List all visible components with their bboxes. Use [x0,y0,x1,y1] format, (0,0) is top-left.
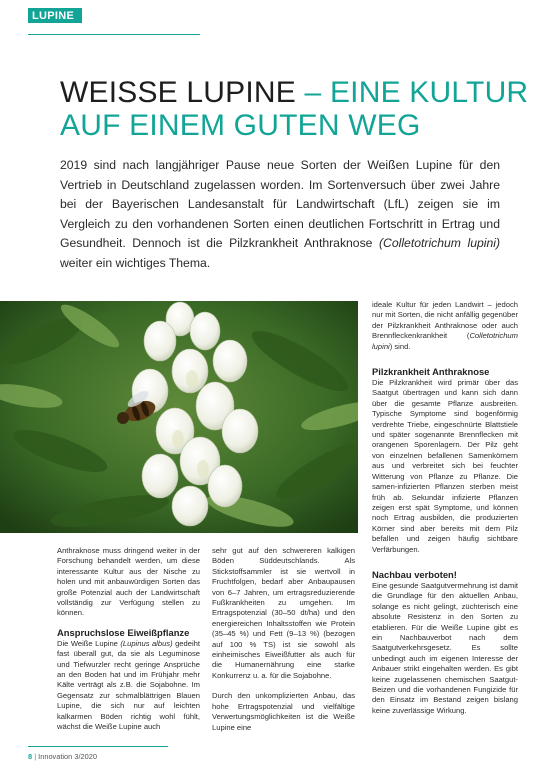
col1-paragraph-2 [57,639,200,733]
lead-italic: (Colletotrichum lupini) [379,236,500,250]
footer-separator: | [34,752,37,761]
title-sub: – EINE KULTUR AUF EINEM GUTEN WEG [60,76,529,142]
col3-paragraph-3: Eine gesunde Saatgutvermehrung ist damit die Grundlage für den aktuellen Anbau, solange es nicht gelingt, züchterisch eine absolute Resistenz in den Sorten zu etablieren. Für die Weiße Lupine gibt es ein Nachbauverbot nach dem Saatgutverkehrsgesetz. Es sollte unbedingt auch im eigenen Interesse der Anbauer strikt eingehalten werden. Es gibt keine zugelassenen chemischen Saatgut-Beizen und die vorhandenen Fungizide für den Einsatz im Bestand zeigen bislang keine zuverlässige Wirkung. [372,580,518,715]
lead-paragraph [60,156,500,273]
col1-p2-rest: gedeiht fast überall gut, da sie als Leguminose und Tiefwurzler recht geringe Ansprüche an den Boden hat und im Frühjahr mehr Kälte verträgt als z.B. die Sojabohne. Im Gegensatz zur schmalblättrigen Blauen Lupine, die sich nur auf leichten kalkarmen Böden richtig wohl fühlt, wächst die Weiße Lupine auch [57,638,200,732]
col3-p1-italic: Colletotrichum lupini [372,331,518,351]
body-column-2 [212,546,355,733]
article-title [60,76,530,142]
heading-eiweisspflanze: Anspruchslose Eiweißpflanze [57,626,190,638]
section-label: LUPINE [28,8,82,23]
col3-p1-start: ideale Kultur für jeden Landwirt – jedoch nur mit Sorten, die nicht anfällig gegenüber der Pilzkrankheit Anthraknose oder auch Brennfleckenkrankheit ( [372,300,518,341]
body-column-1 [57,546,200,733]
col3-paragraph-1 [372,300,518,352]
lead-text: 2019 sind nach langjähriger Pause neue Sorten der Weißen Lupine für den Vertrieb in Deutschland zugelassen worden. Im Sortenversuch über zwei Jahre bei der Bayerischen Landesanstalt für Landwirtschaft (LfL) zeigen sie im Vergleich zu den vorhandenen Sorten einen deutlichen Fortschritt in Ertrag und Gesundheit. Dennoch ist die Pilzkrankheit Anthraknose [60,158,500,250]
title-main: WEISSE LUPINE [60,76,296,109]
publication-name: Innovation 3/2020 [38,752,97,761]
footer-divider [28,746,168,747]
heading-anthraknose: Pilzkrankheit Anthraknose [372,366,490,378]
body-column-3 [372,300,518,716]
col3-paragraph-2: Die Pilzkrankheit wird primär über das Saatgut übertragen und kann sich dann über die gesamte Pflanze ausbreiten. Typische Symptome sind bogenförmig verdrehte Triebe, eingeschnürte Blattstiele und später sogenannte Brennflecken mit orangenen Sporenlagern. Der Pilz geht von einzelnen befallenen Samenkörnern aus und verbreitet sich bei feuchter Witterung von Pflanze zu Pflanze. Die samen-infizierten Pflanzen sterben meist früh ab. Sekundär infizierte Pflanzen zeigen erst spät Symptome, und können noch Ertrag ausbilden, die produzierten Körner sind aber bereits mit dem Pilz befallen und zeigen häufig sichtbare Verfärbungen. [372,378,518,554]
col1-paragraph-1: Anthraknose muss dringend weiter in der Forschung behandelt werden, um diese interessante Kultur aus der Nische zu holen und mit anbauwürdigen Sorten das große Potenzial auch der Landwirtschaft vollständig zur Verfügung stellen zu können. [57,546,200,618]
section-divider [28,34,200,35]
page-footer [28,752,97,761]
col2-paragraph-1: sehr gut auf den schwereren kalkigen Böden Süddeutschlands. Als Stickstoffsammler ist sie wertvoll in Fruchtfolgen, bedarf aber Anbaupausen von 6–7 Jahren, um ertragsreduzierende Fußkrankheiten zu umgehen. Im Ertragspotenzial (30–50 dt/ha) und den energiereichen Inhaltsstoffen wie Protein (35–45 %) und Fett (9–13 %) (bezogen auf 100 % TS) ist sie sowohl als einheimisches Eiweißfutter als auch für die Humanernährung eine starke Konkurrenz u. a. für die Sojabohne. [212,546,355,680]
col3-p1-end: ) sind. [389,341,411,351]
lupine-bee-photo [0,301,358,533]
col1-p2-italic: (Lupinus albus) [120,638,173,648]
heading-nachbau: Nachbau verboten! [372,568,457,580]
col1-p2-start: Die Weiße Lupine [57,638,121,648]
lead-end: weiter ein wichtiges Thema. [60,255,211,270]
page-number: 8 [28,752,33,761]
col2-paragraph-2: Durch den unkomplizierten Anbau, das hohe Ertragspotenzial und vielfältige Verwertungsmöglichkeiten ist die Weiße Lupine eine [212,691,355,732]
